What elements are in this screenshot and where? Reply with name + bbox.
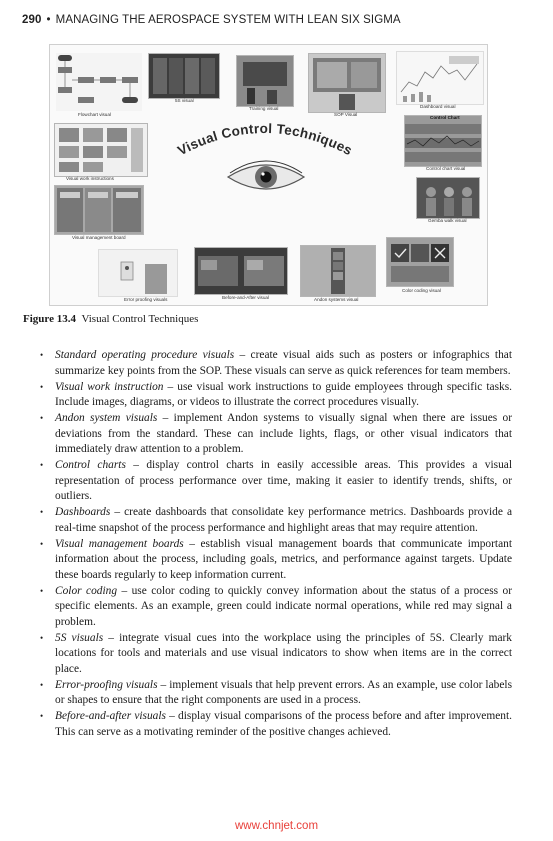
center-title: Visual Control Techniques [175,120,355,159]
bullet-text: – implement Andon systems to visually signal when there are issues or deviations from the standard. These can include lights, flags, or other visual indicators that immediately draw attention to a problem. [55,412,513,455]
caption-training: Training visual [249,106,279,111]
svg-text:Visual Control Techniques [175,121,355,158]
figure-collage [49,44,488,306]
header-separator: • [46,14,51,26]
caption-gemba: Gemba walk visual [428,218,467,223]
bullet-term: Dashboards [55,506,111,518]
bullet-term: 5S visuals [55,631,104,644]
gemba-image [416,177,480,219]
list-item: • Control charts – display control charts in easily accessible areas. This provides a visual representation of process performance over time, making it easier to identify trends, shifts, or outliers. [40,459,512,502]
watermark: www.chnjet.com [234,820,319,832]
bullet-term: Color coding [55,584,118,597]
caption-color-coding: Color coding visual [402,288,441,293]
caption-flowchart: Flowchart visual [78,112,111,117]
list-item: • Visual management boards – establish visual management boards that communicate important information about the process, including goals, metrics, and performance against targets. Update these boards regularly to keep information current. [40,537,512,581]
list-item: • Dashboards – create dashboards that consolidate key performance metrics. Dashboards provide a real-time snapshot of the process performance and highlight areas that may require attention. [40,506,512,534]
bullet-term: Visual management boards [55,537,184,550]
list-item: • 5S visuals – integrate visual cues into the workplace using the principles of 5S. Clearly mark locations for tools and materials and use visual indicators to show when items are in the correct place. [40,631,512,675]
bullet-term: Standard operating procedure visuals [55,349,235,361]
running-header [22,14,401,26]
bullet-text: – display control charts in easily accessible areas. This provides a visual representation of process performance over time, making it easier to identify trends, shifts, or outliers. [55,459,512,502]
figure-caption [23,313,198,325]
bullet-text: – use visual work instructions to guide employees through specific tasks. Include images, diagrams, or videos to illustrate the correct procedures visually. [55,380,512,408]
list-item: • Standard operating procedure visuals – create visual aids such as posters or infographics that summarize key points from the SOP. These visuals can serve as quick references for team members. [40,349,512,377]
caption-management-board: Visual management board [72,235,126,240]
caption-work-instructions: Visual work instructions [66,176,114,181]
bullet-list [40,348,512,741]
bullet-term: Control charts [55,459,126,471]
bullet-term: Andon system visuals [55,412,158,424]
error-proofing-image [98,249,178,297]
page-number: 290 [22,14,42,26]
bullet-term: Visual work instruction [55,380,164,393]
bullet-term: Before-and-after visuals [55,710,166,722]
caption-sop: SOP Visual [334,112,358,117]
figure-caption-text: Visual Control Techniques [81,313,199,325]
bullet-text: – integrate visual cues into the workplace using the principles of 5S. Clearly mark locations for tools and materials and use visual indicators to show when items are in the correct place. [55,631,512,675]
caption-five-s: 5S visual [175,98,194,103]
bullet-text: – create visual aids such as posters or infographics that summarize key points from the SOP. These visuals can serve as quick references for team members. [55,349,512,377]
list-item: • Color coding – use color coding to quickly convey information about the status of a process or specific elements. As an example, green could indicate normal operations, while red may signal a problem. [40,584,512,628]
bullet-text: – implement visuals that help prevent errors. As an example, use color labels or shapes to ensure that the right components are used in a process. [55,678,513,706]
caption-before-after: Before-and-After visual [222,295,269,300]
bullet-term: Error-proofing visuals [55,678,158,691]
bullet-text: – use color coding to quickly convey information about the status of a process or specific elements. As an example, green could indicate normal operations, while red may signal a problem. [55,584,512,628]
color-coding-image [386,237,454,287]
bullet-text: – create dashboards that consolidate key performance metrics. Dashboards provide a real-time snapshot of the process performance and highlight areas that may require attention. [55,506,512,534]
running-title: MANAGING THE AEROSPACE SYSTEM WITH LEAN SIX SIGMA [55,14,401,26]
caption-control-chart-header: Control Chart [430,115,460,120]
list-item: • Visual work instruction – use visual work instructions to guide employees through specific tasks. Include images, diagrams, or videos to illustrate the correct procedures visually. [40,380,512,408]
andon-image [300,245,376,297]
caption-error-proofing: Error proofing visuals [124,297,168,302]
eye-image [226,157,306,197]
caption-dashboard: Dashboard visual [420,104,456,109]
caption-control-chart: Control chart visual [426,166,466,171]
list-item: • Andon system visuals – implement Andon systems to visually signal when there are issues or deviations from the standard. These can include lights, flags, or other visual indicators that immediately draw attention to a problem. [40,412,513,455]
list-item: • Error-proofing visuals – implement visuals that help prevent errors. As an example, use color labels or shapes to ensure that the right components are used in a process. [40,678,513,706]
bullet-text: – display visual comparisons of the process before and after improvement. This can serve as a motivating reminder of the positive changes achieved. [55,710,512,738]
bullet-text: – establish visual management boards that communicate important information about the process, including goals, metrics, and performance against targets. Update these boards regularly to keep information current. [55,537,512,581]
caption-andon: Andon systems visual [314,297,359,302]
before-after-image [194,247,288,295]
management-board-image [54,185,144,235]
list-item: • Before-and-after visuals – display visual comparisons of the process before and after improvement. This can serve as a motivating reminder of the positive changes achieved. [40,710,512,738]
figure-caption-label: Figure 13.4 [23,313,76,325]
